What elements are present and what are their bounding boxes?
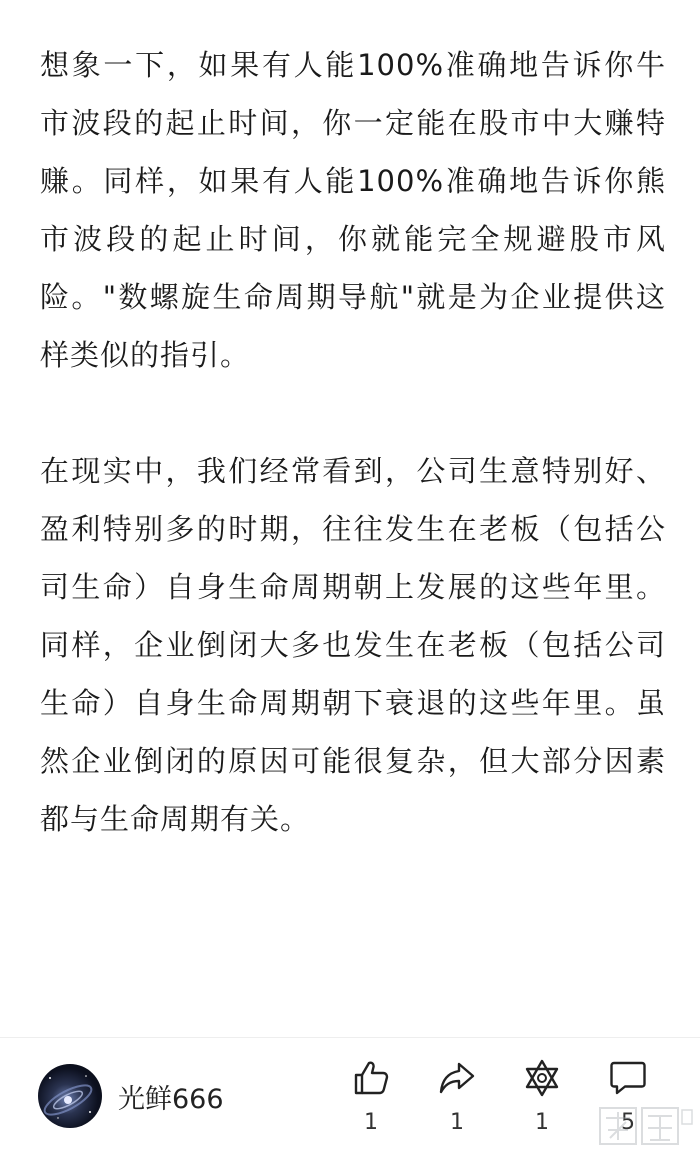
article-paragraph-2: 在现实中，我们经常看到，公司生意特别好、盈利特别多的时期，往往发生在老板（包括公司生命）自身生命周期朝上发展的这些年里。同样，企业倒闭大多也发生在老板（包括公司生命）自身生命周期朝下衰退的这些年里。虽然企业倒闭的原因可能很复杂，但大部分因素都与生命周期有关。 xyxy=(40,454,666,836)
author-profile[interactable] xyxy=(38,1064,224,1128)
site-watermark-logo xyxy=(598,1104,694,1148)
thumbs-up-icon xyxy=(351,1058,391,1098)
star-of-david-icon xyxy=(522,1058,562,1098)
share-button[interactable] xyxy=(427,1058,487,1135)
comment-count: 5 xyxy=(621,1110,635,1135)
article-body xyxy=(40,36,666,848)
galaxy-avatar-icon[interactable] xyxy=(38,1064,102,1128)
like-count: 1 xyxy=(364,1110,378,1135)
collect-count: 1 xyxy=(535,1110,549,1135)
article-paragraph-1: 想象一下，如果有人能100%准确地告诉你牛市波段的起止时间，你一定能在股市中大赚特赚。同样，如果有人能100%准确地告诉你熊市波段的起止时间，你就能完全规避股市风险。"数螺旋生命周期导航"就是为企业提供这样类似的指引。 xyxy=(40,48,666,372)
bottom-action-bar xyxy=(0,1038,700,1154)
author-name[interactable]: 光鲜666 xyxy=(118,1083,224,1115)
like-button[interactable] xyxy=(341,1058,401,1135)
comment-bubble-icon xyxy=(608,1058,648,1098)
collect-button[interactable] xyxy=(512,1058,572,1135)
share-arrow-icon xyxy=(437,1058,477,1098)
share-count: 1 xyxy=(450,1110,464,1135)
